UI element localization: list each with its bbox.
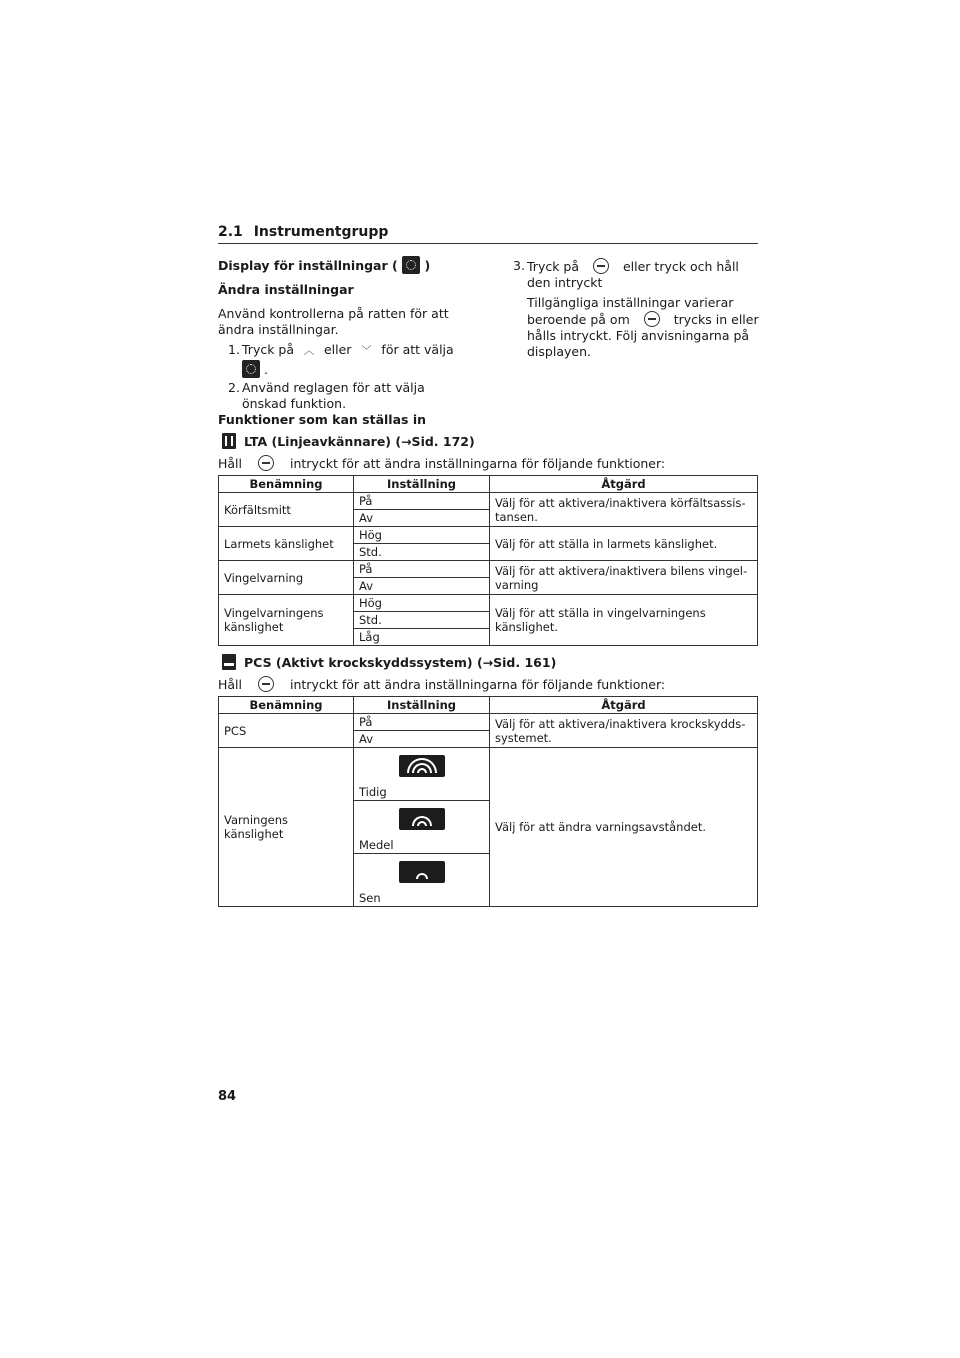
row-action: Välj för att aktivera/inaktivera krockskydds-systemet. bbox=[490, 714, 758, 748]
row-name: Körfältsmitt bbox=[219, 493, 354, 527]
row-setting: Av bbox=[354, 731, 490, 748]
ok-button-icon bbox=[644, 311, 660, 327]
col-header-setting: Inställning bbox=[354, 476, 490, 493]
row-setting: Std. bbox=[354, 544, 490, 561]
row-action: Välj för att aktivera/inaktivera körfältsassis-tansen. bbox=[490, 493, 758, 527]
right-column bbox=[513, 256, 763, 362]
row-setting: På bbox=[354, 714, 490, 731]
hold-text-b: intryckt för att ändra inställningarna för följande funktioner: bbox=[290, 455, 666, 471]
pcs-title-text: PCS (Aktivt krockskyddssystem) (→Sid. 161) bbox=[244, 654, 557, 670]
row-name: Vingelvarningens känslighet bbox=[219, 595, 354, 646]
col-header-name: Benämning bbox=[219, 697, 354, 714]
row-setting-medium bbox=[354, 801, 490, 854]
section-title: Instrumentgrupp bbox=[253, 224, 389, 240]
step-3-note bbox=[513, 295, 763, 360]
note-text-a: Tillgängliga inställningar varierar beroende på om bbox=[527, 295, 734, 327]
sensitivity-medium-icon bbox=[399, 808, 445, 830]
lta-table bbox=[218, 475, 758, 646]
table-row bbox=[219, 714, 758, 731]
change-settings-heading: Ändra inställningar bbox=[218, 282, 354, 297]
heading-prefix: Display för inställningar ( bbox=[218, 258, 398, 273]
step-2-number: 2. bbox=[228, 380, 240, 395]
functions-heading: Funktioner som kan ställas in bbox=[218, 412, 427, 427]
settings-gear-icon bbox=[402, 256, 420, 274]
heading-suffix: ) bbox=[424, 258, 431, 273]
row-action: Välj för att ställa in vingelvarningens känslighet. bbox=[490, 595, 758, 646]
pcs-table bbox=[218, 696, 758, 907]
row-action: Välj för att aktivera/inaktivera bilens vingel-varning bbox=[490, 561, 758, 595]
step-3-text-a: Tryck på bbox=[527, 259, 580, 274]
section-header bbox=[218, 224, 758, 244]
left-column bbox=[218, 256, 468, 414]
row-setting: Hög bbox=[354, 595, 490, 612]
lane-tracing-icon bbox=[222, 433, 236, 449]
row-setting: Låg bbox=[354, 629, 490, 646]
row-setting: Hög bbox=[354, 527, 490, 544]
step-3-text-b: eller tryck och håll den intryckt bbox=[527, 259, 739, 290]
ok-button-icon bbox=[593, 258, 609, 274]
hold-text-a: Håll bbox=[218, 455, 243, 471]
table-header-row bbox=[219, 697, 758, 714]
row-name: Larmets känslighet bbox=[219, 527, 354, 561]
table-row bbox=[219, 493, 758, 510]
row-setting: Std. bbox=[354, 612, 490, 629]
page-number: 84 bbox=[218, 1089, 237, 1104]
step-1-number: 1. bbox=[228, 342, 240, 357]
ok-button-icon bbox=[258, 676, 274, 692]
setting-label: Sen bbox=[359, 891, 381, 905]
step-3-number: 3. bbox=[513, 258, 525, 273]
row-action: Välj för att ändra varningsavståndet. bbox=[490, 748, 758, 907]
col-header-action: Åtgärd bbox=[490, 697, 758, 714]
chevron-up-icon: ︿ bbox=[304, 346, 314, 357]
settings-gear-icon bbox=[242, 360, 260, 378]
table-row bbox=[219, 527, 758, 544]
setting-label: Tidig bbox=[359, 785, 387, 799]
col-header-action: Åtgärd bbox=[490, 476, 758, 493]
step-2-text: Använd reglagen för att välja önskad funktion. bbox=[242, 380, 425, 411]
lta-title-text: LTA (Linjeavkännare) (→Sid. 172) bbox=[244, 433, 475, 449]
row-action: Välj för att ställa in larmets känslighet. bbox=[490, 527, 758, 561]
note-text-b: trycks in eller hålls intryckt. Följ anvisningarna på displayen. bbox=[527, 312, 759, 359]
step-1 bbox=[228, 342, 468, 378]
pre-collision-icon bbox=[222, 654, 236, 670]
row-name: Vingelvarning bbox=[219, 561, 354, 595]
intro-text: Använd kontrollerna på ratten för att ändra inställningar. bbox=[218, 306, 449, 337]
ok-button-icon bbox=[258, 455, 274, 471]
chevron-down-icon: ﹀ bbox=[361, 346, 372, 357]
step-1-text-b: eller bbox=[323, 342, 352, 357]
table-row bbox=[219, 595, 758, 612]
sensitivity-late-icon bbox=[399, 861, 445, 883]
col-header-name: Benämning bbox=[219, 476, 354, 493]
section-number: 2.1 bbox=[218, 224, 243, 240]
lta-hold-line bbox=[218, 455, 758, 471]
functions-section bbox=[218, 412, 758, 907]
row-name: PCS bbox=[219, 714, 354, 748]
pcs-hold-line bbox=[218, 676, 758, 692]
hold-text-b: intryckt för att ändra inställningarna för följande funktioner: bbox=[290, 676, 666, 692]
table-header-row bbox=[219, 476, 758, 493]
row-setting: Av bbox=[354, 510, 490, 527]
col-header-setting: Inställning bbox=[354, 697, 490, 714]
row-name: Varningens känslighet bbox=[219, 748, 354, 907]
step-1-text-c: för att välja bbox=[381, 342, 454, 357]
lta-title bbox=[222, 433, 758, 449]
row-setting-late bbox=[354, 854, 490, 907]
table-row bbox=[219, 748, 758, 801]
row-setting: På bbox=[354, 561, 490, 578]
hold-text-a: Håll bbox=[218, 676, 243, 692]
display-settings-heading bbox=[218, 256, 468, 274]
step-1-text-a: Tryck på bbox=[242, 342, 295, 357]
setting-label: Medel bbox=[359, 838, 394, 852]
row-setting-early bbox=[354, 748, 490, 801]
pcs-title bbox=[222, 654, 758, 670]
row-setting: Av bbox=[354, 578, 490, 595]
sensitivity-early-icon bbox=[399, 755, 445, 777]
step-2 bbox=[228, 380, 468, 412]
step-1-text-d: . bbox=[263, 362, 268, 377]
row-setting: På bbox=[354, 493, 490, 510]
table-row bbox=[219, 561, 758, 578]
step-3 bbox=[513, 258, 763, 291]
